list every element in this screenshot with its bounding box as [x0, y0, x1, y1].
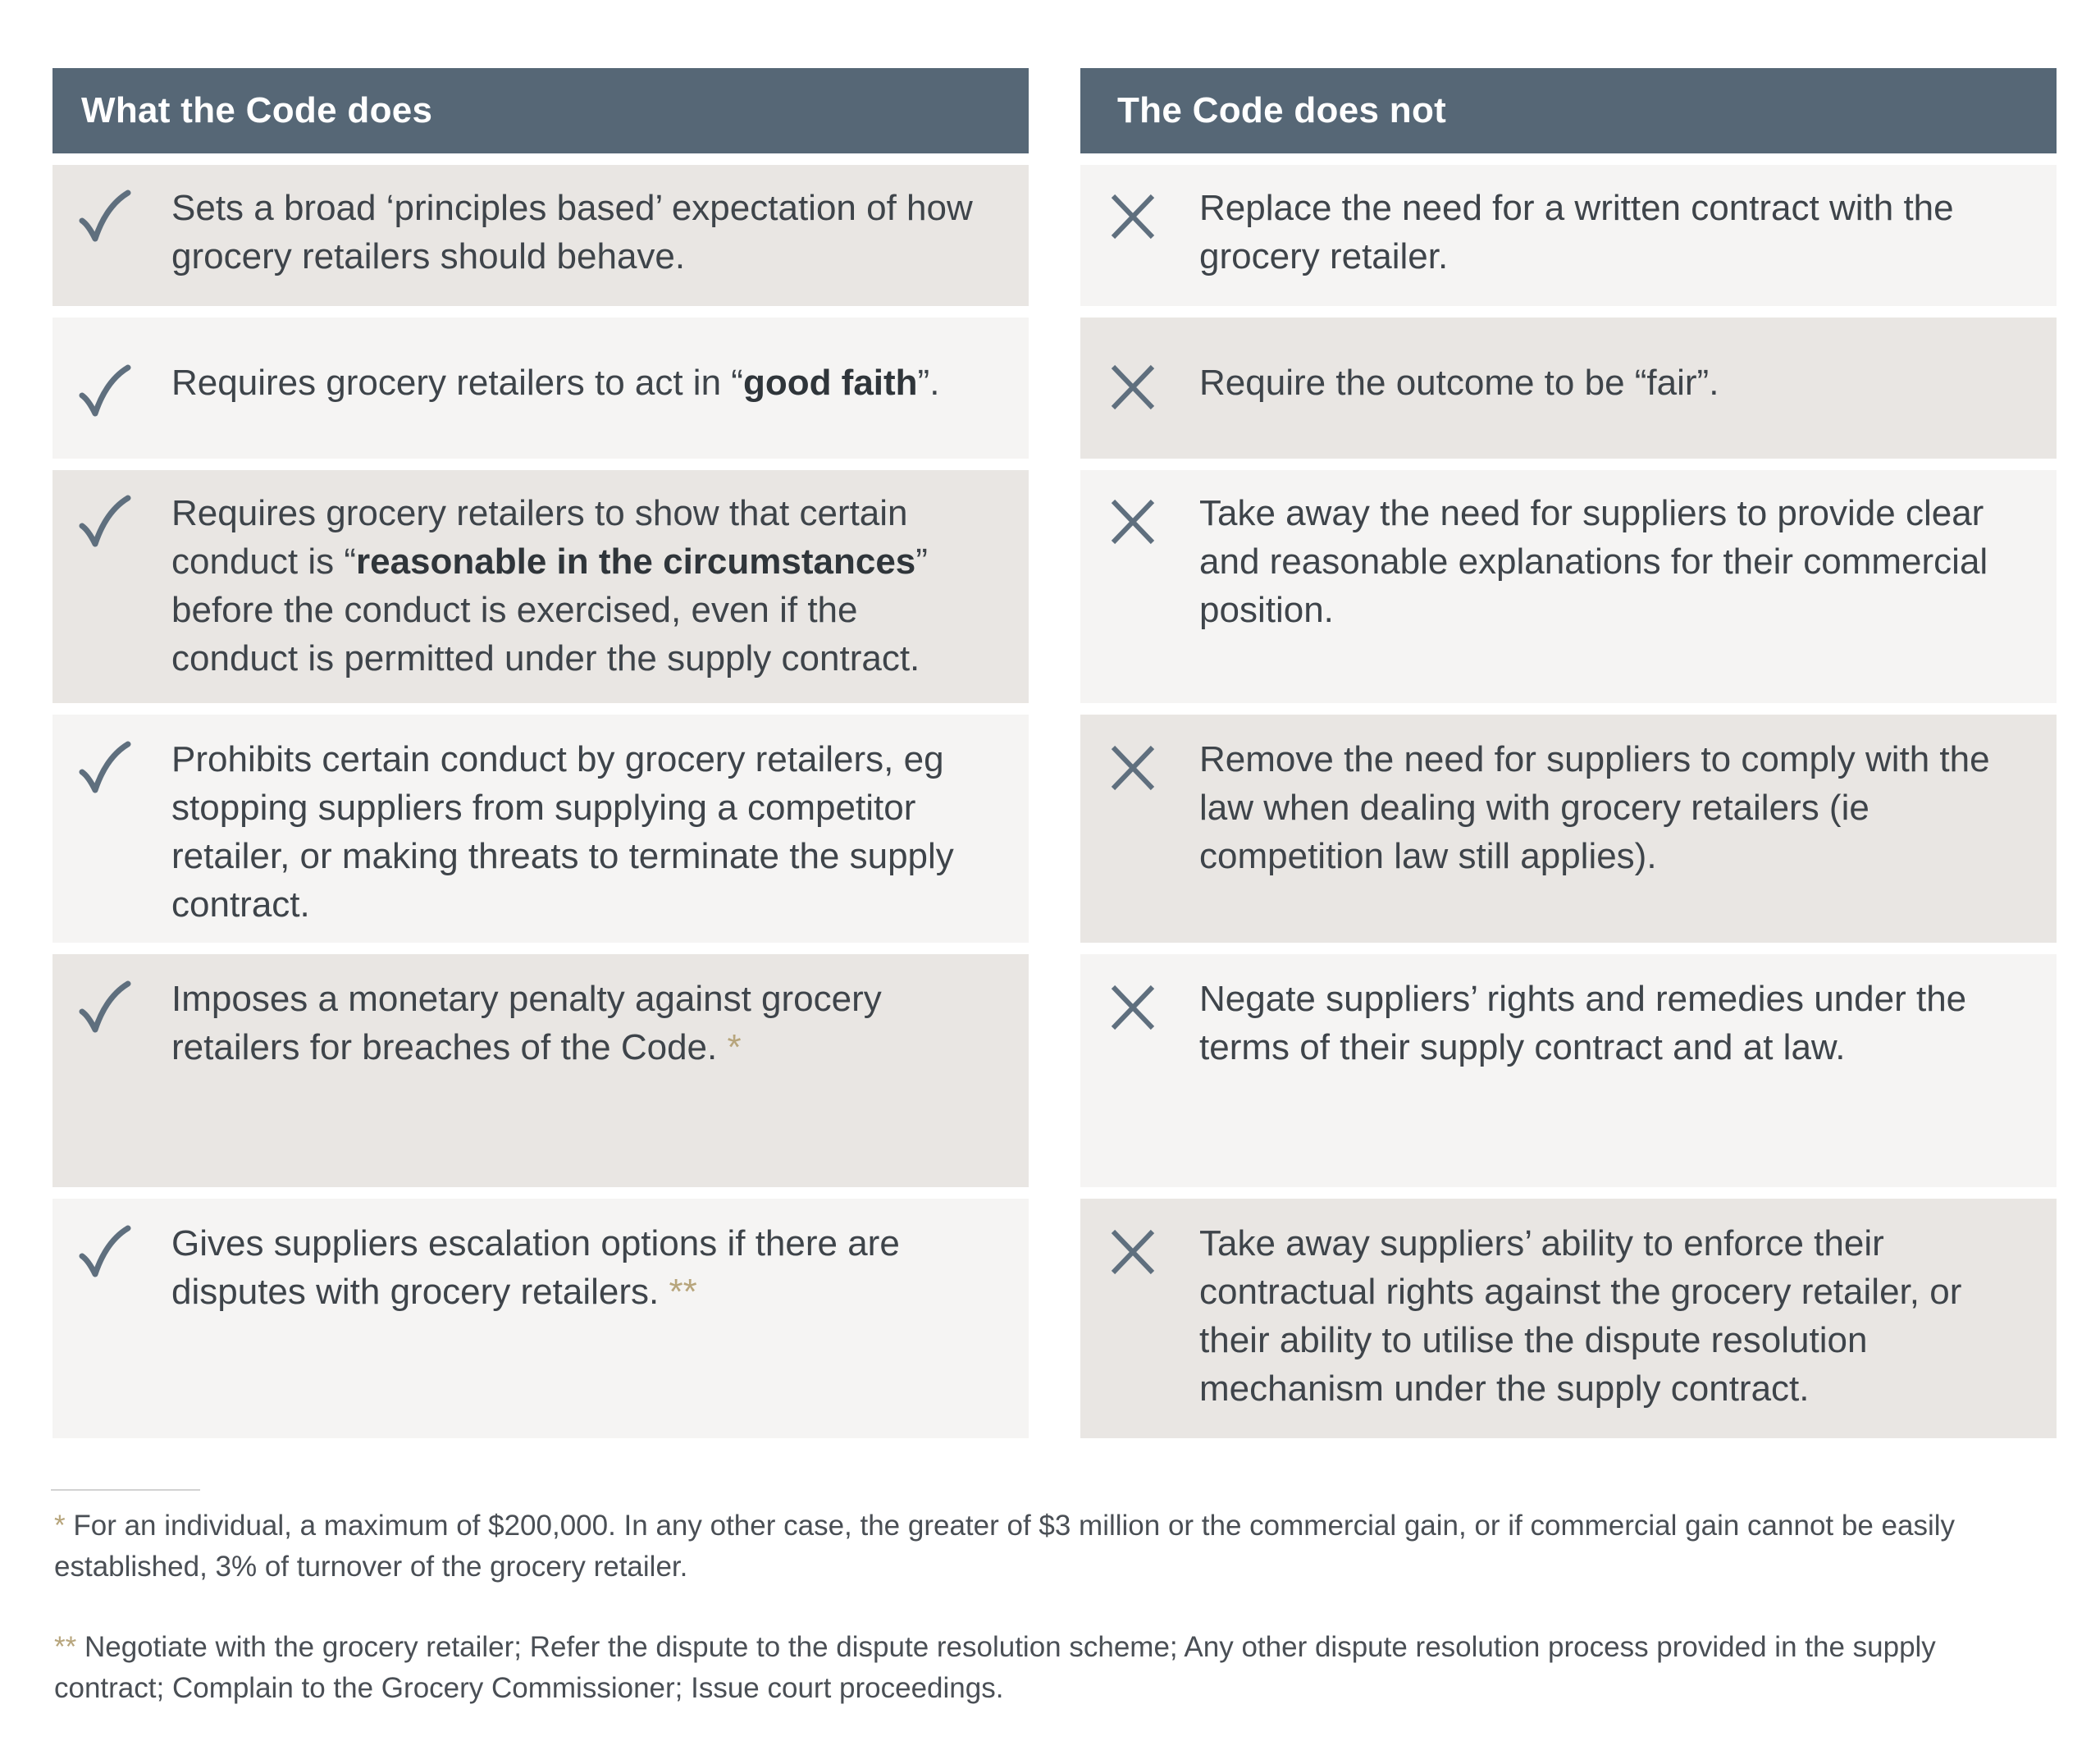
cross-mark	[1105, 359, 1162, 416]
check-icon	[77, 1223, 135, 1281]
does-row-text	[171, 975, 988, 1071]
cross-icon	[1105, 739, 1162, 797]
check-mark	[77, 979, 135, 1036]
text-segment: Gives suppliers escalation options if there are disputes with grocery retailers.	[171, 1223, 900, 1312]
footnote-1	[54, 1506, 1957, 1588]
footnote-marker: *	[54, 1510, 66, 1542]
does-not-row-4	[1080, 715, 2057, 943]
check-icon	[77, 363, 135, 420]
bold-text: reasonable in the circumstances	[355, 541, 916, 582]
footnote-2	[54, 1627, 1957, 1709]
footnote-reference: **	[669, 1272, 697, 1312]
footnote-marker: **	[54, 1631, 77, 1663]
check-icon	[77, 493, 135, 551]
does-row-text	[171, 489, 988, 683]
cross-icon	[1105, 493, 1162, 551]
text-segment: Requires grocery retailers to act in “	[171, 363, 743, 403]
does-not-row-text	[1199, 735, 1999, 880]
does-column-header: What the Code does	[52, 68, 1029, 153]
does-not-row-text	[1199, 359, 1999, 407]
does-row-text	[171, 1219, 988, 1316]
does-row-text	[171, 735, 988, 929]
check-icon	[77, 188, 135, 245]
check-mark	[77, 493, 135, 551]
text-segment: Imposes a monetary penalty against grocery retailers for breaches of the Code.	[171, 979, 882, 1067]
text-segment: Sets a broad ‘principles based’ expectation of how grocery retailers should behave.	[171, 188, 973, 276]
does-not-row-text	[1199, 184, 1999, 281]
footnote-reference: *	[727, 1027, 742, 1067]
text-segment: ” before the conduct is exercised, even if the conduct is permitted under the supply contract.	[171, 541, 928, 679]
does-row-4	[52, 715, 1029, 943]
cross-mark	[1105, 979, 1162, 1036]
text-segment: Take away the need for suppliers to provide clear and reasonable explanations for their commercial position.	[1199, 493, 1988, 630]
does-row-1	[52, 165, 1029, 306]
cross-mark	[1105, 188, 1162, 245]
does-row-2	[52, 318, 1029, 459]
does-row-6	[52, 1199, 1029, 1438]
does-not-row-5	[1080, 954, 2057, 1187]
text-segment: Requires grocery retailers to show that certain conduct is “	[171, 493, 908, 582]
does-row-3	[52, 470, 1029, 703]
does-not-column-header: The Code does not	[1080, 68, 2057, 153]
cross-mark	[1105, 1223, 1162, 1281]
text-segment: Require the outcome to be “fair”.	[1199, 363, 1719, 403]
does-not-row-1	[1080, 165, 2057, 306]
text-segment: Prohibits certain conduct by grocery retailers, eg stopping suppliers from supplying a competitor retailer, or making threats to terminate the supply contract.	[171, 739, 954, 925]
check-mark	[77, 739, 135, 797]
footnote-divider	[51, 1489, 200, 1491]
bold-text: good faith	[742, 363, 918, 403]
does-column	[52, 68, 1029, 1438]
does-not-row-3	[1080, 470, 2057, 703]
check-icon	[77, 739, 135, 797]
check-mark	[77, 188, 135, 245]
does-row-text	[171, 184, 988, 281]
text-segment: ”.	[917, 363, 940, 403]
does-not-column	[1080, 68, 2057, 1438]
does-not-row-text	[1199, 489, 1999, 634]
cross-icon	[1105, 188, 1162, 245]
text-segment: Negate suppliers’ rights and remedies under the terms of their supply contract and at law.	[1199, 979, 1967, 1067]
text-segment: Remove the need for suppliers to comply with the law when dealing with grocery retailers (ie competition law still applies).	[1199, 739, 1990, 876]
does-not-row-text	[1199, 1219, 1999, 1413]
cross-icon	[1105, 979, 1162, 1036]
does-row-5	[52, 954, 1029, 1187]
check-mark	[77, 363, 135, 420]
check-mark	[77, 1223, 135, 1281]
cross-icon	[1105, 359, 1162, 416]
does-row-text	[171, 359, 988, 407]
cross-icon	[1105, 1223, 1162, 1281]
cross-mark	[1105, 493, 1162, 551]
check-icon	[77, 979, 135, 1036]
does-not-row-text	[1199, 975, 1999, 1071]
cross-mark	[1105, 739, 1162, 797]
text-segment: Replace the need for a written contract with the grocery retailer.	[1199, 188, 1954, 276]
does-not-row-6	[1080, 1199, 2057, 1438]
footnote-text: For an individual, a maximum of $200,000. In any other case, the greater of $3 million or the commercial gain, or if commercial gain cannot be easily established, 3% of turnover of the grocery retailer.	[54, 1510, 1955, 1583]
does-not-row-2	[1080, 318, 2057, 459]
footnote-text: Negotiate with the grocery retailer; Refer the dispute to the dispute resolution scheme; Any other dispute resolution process provided in the supply contract; Complain to the Grocery Commissioner; Issue court proceedings.	[54, 1631, 1936, 1704]
text-segment: Take away suppliers’ ability to enforce their contractual rights against the grocery retailer, or their ability to utilise the dispute resolution mechanism under the supply contract.	[1199, 1223, 1962, 1409]
